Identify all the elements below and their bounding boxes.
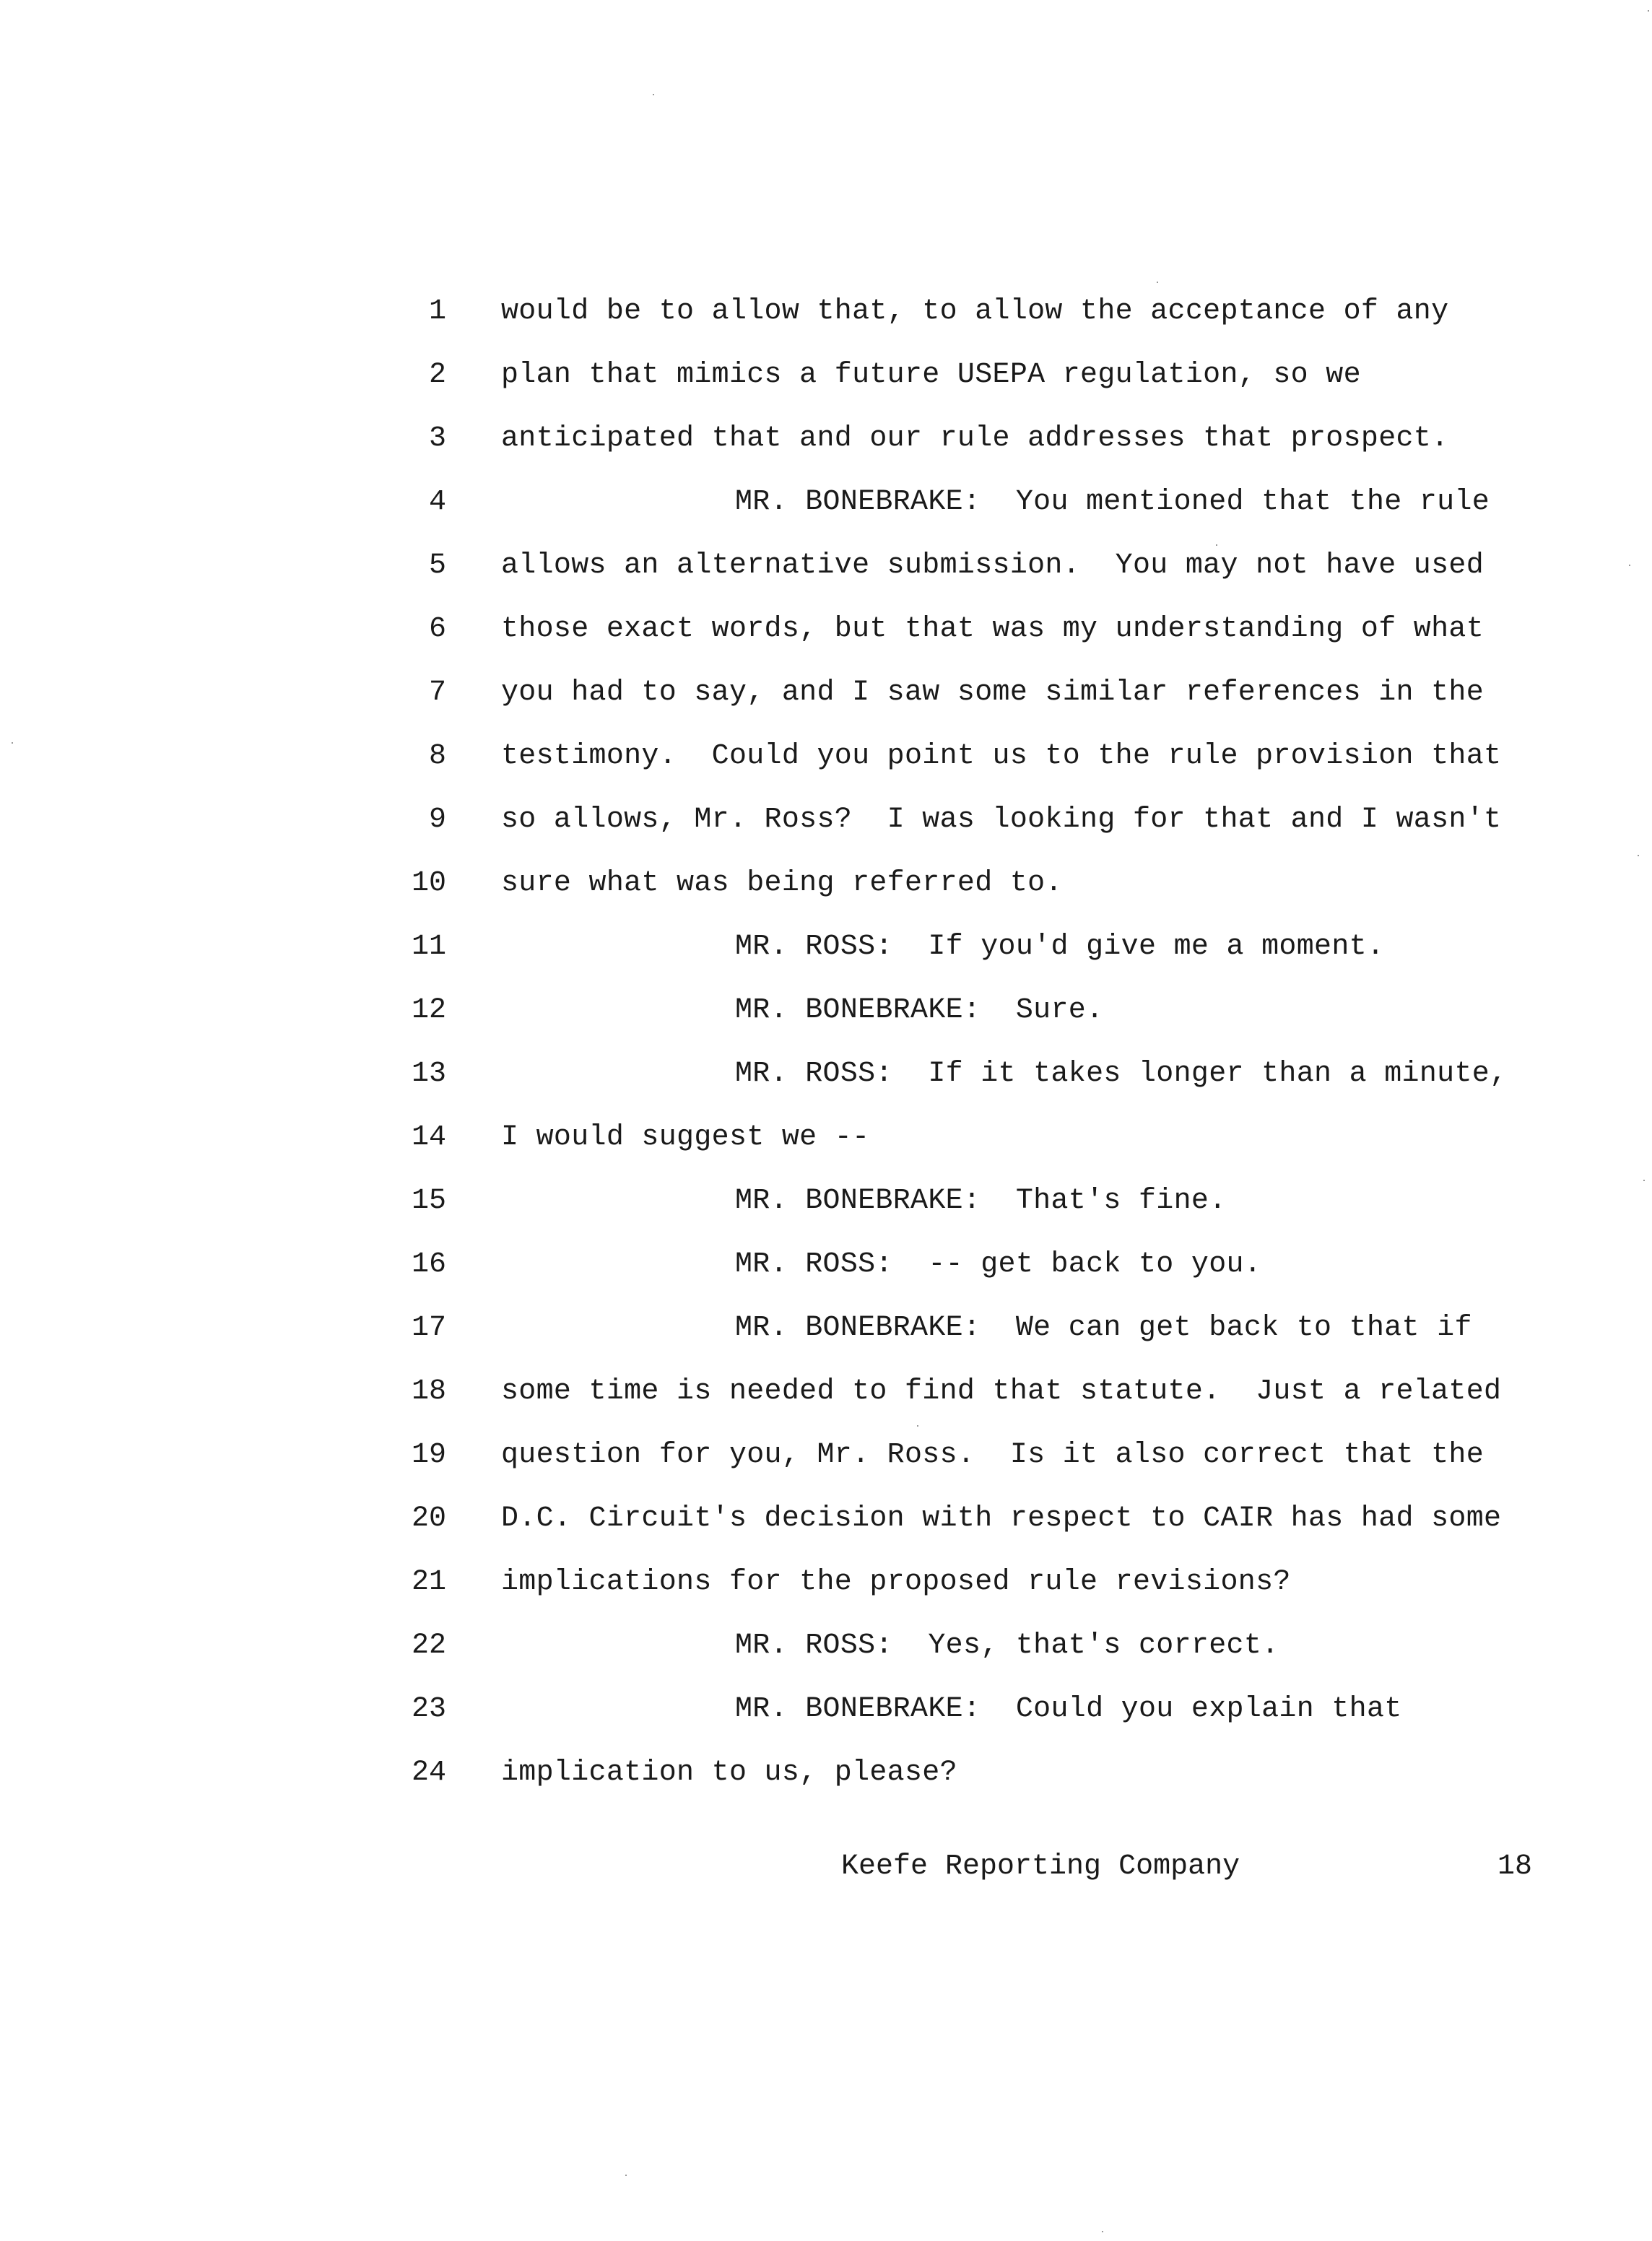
line-text: testimony. Could you point us to the rule provision that (501, 740, 1502, 773)
transcript-line (0, 290, 1652, 334)
transcript-line (0, 1370, 1652, 1414)
line-number: 19 (411, 1439, 446, 1471)
speaker-line-text: MR. ROSS: If it takes longer than a minute, (735, 1058, 1508, 1090)
line-number: 22 (411, 1629, 446, 1662)
transcript-line (0, 989, 1652, 1032)
line-number: 8 (428, 740, 446, 773)
transcript-line (0, 735, 1652, 778)
transcript-line (0, 354, 1652, 397)
line-number: 21 (411, 1566, 446, 1598)
transcript-line (0, 1243, 1652, 1287)
scan-speck (917, 1425, 918, 1427)
footer-page-number: 18 (1497, 1850, 1532, 1883)
transcript-line (0, 799, 1652, 842)
transcript-line (0, 1688, 1652, 1731)
line-number: 20 (411, 1502, 446, 1535)
speaker-line-text: MR. BONEBRAKE: We can get back to that if (735, 1312, 1472, 1344)
line-text: allows an alternative submission. You may not have used (501, 549, 1484, 582)
scan-speck (1216, 544, 1217, 546)
scan-speck (653, 94, 654, 95)
speaker-line-text: MR. BONEBRAKE: You mentioned that the rule (735, 486, 1490, 518)
line-number: 5 (428, 549, 446, 582)
scan-speck (1638, 855, 1639, 856)
line-number: 6 (428, 613, 446, 645)
speaker-line-text: MR. BONEBRAKE: Could you explain that (735, 1693, 1402, 1726)
transcript-line (0, 1116, 1652, 1159)
line-number: 11 (411, 931, 446, 963)
scan-speck (1102, 2231, 1103, 2232)
footer-company-name: Keefe Reporting Company (841, 1850, 1240, 1883)
transcript-line (0, 862, 1652, 905)
line-text: I would suggest we -- (501, 1121, 870, 1154)
line-text: anticipated that and our rule addresses that prospect. (501, 422, 1449, 455)
line-text: so allows, Mr. Ross? I was looking for that and I wasn't (501, 804, 1502, 836)
line-number: 17 (411, 1312, 446, 1344)
line-number: 12 (411, 994, 446, 1027)
line-text: implication to us, please? (501, 1757, 957, 1789)
scan-speck (1648, 10, 1649, 12)
line-number: 2 (428, 359, 446, 391)
line-number: 18 (411, 1375, 446, 1408)
transcript-line (0, 671, 1652, 715)
transcript-line (0, 417, 1652, 461)
speaker-line-text: MR. ROSS: Yes, that's correct. (735, 1629, 1279, 1662)
line-text: sure what was being referred to. (501, 867, 1063, 900)
transcript-line (0, 1307, 1652, 1350)
line-number: 1 (428, 295, 446, 328)
line-number: 24 (411, 1757, 446, 1789)
line-text: would be to allow that, to allow the acceptance of any (501, 295, 1449, 328)
line-number: 23 (411, 1693, 446, 1726)
line-text: some time is needed to find that statute. Just a related (501, 1375, 1502, 1408)
line-number: 14 (411, 1121, 446, 1154)
line-text: those exact words, but that was my understanding of what (501, 613, 1484, 645)
transcript-line (0, 1434, 1652, 1477)
speaker-line-text: MR. ROSS: -- get back to you. (735, 1248, 1262, 1281)
transcript-line (0, 481, 1652, 524)
scan-speck (1629, 565, 1630, 566)
line-text: you had to say, and I saw some similar references in the (501, 676, 1484, 709)
transcript-line (0, 608, 1652, 651)
scan-speck (1157, 282, 1158, 283)
line-text: question for you, Mr. Ross. Is it also correct that the (501, 1439, 1484, 1471)
transcript-line (0, 1497, 1652, 1541)
speaker-line-text: MR. ROSS: If you'd give me a moment. (735, 931, 1385, 963)
line-number: 7 (428, 676, 446, 709)
speaker-line-text: MR. BONEBRAKE: Sure. (735, 994, 1104, 1027)
transcript-line (0, 1624, 1652, 1668)
line-text: D.C. Circuit's decision with respect to CAIR has had some (501, 1502, 1502, 1535)
transcript-line (0, 1752, 1652, 1795)
transcript-line (0, 926, 1652, 969)
line-text: implications for the proposed rule revisions? (501, 1566, 1291, 1598)
line-number: 4 (428, 486, 446, 518)
line-number: 15 (411, 1185, 446, 1217)
transcript-line (0, 1053, 1652, 1096)
speaker-line-text: MR. BONEBRAKE: That's fine. (735, 1185, 1227, 1217)
transcript-line (0, 544, 1652, 588)
transcript-line (0, 1180, 1652, 1223)
line-number: 9 (428, 804, 446, 836)
line-number: 10 (411, 867, 446, 900)
scan-speck (625, 2175, 627, 2176)
line-number: 13 (411, 1058, 446, 1090)
line-text: plan that mimics a future USEPA regulation, so we (501, 359, 1361, 391)
line-number: 3 (428, 422, 446, 455)
scan-speck (1643, 1180, 1645, 1181)
scan-speck (12, 742, 13, 744)
line-number: 16 (411, 1248, 446, 1281)
transcript-line (0, 1561, 1652, 1604)
